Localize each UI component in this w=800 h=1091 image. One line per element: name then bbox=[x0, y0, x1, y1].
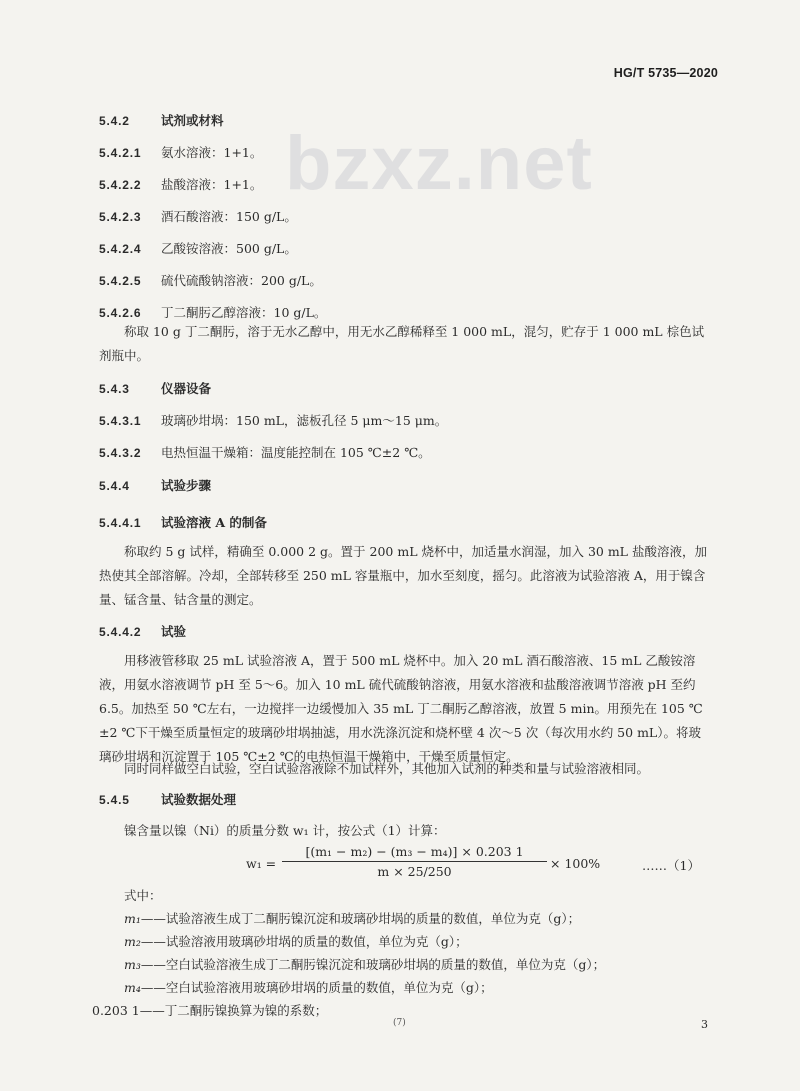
item-number: 5.4.2.5 bbox=[99, 274, 142, 288]
definition-symbol: m₃ bbox=[124, 957, 141, 972]
paragraph-blank-test: 同时同样做空白试验，空白试验溶液除不加试样外，其他加入试剂的种类和量与试验溶液相同。 bbox=[124, 761, 650, 776]
item-number: 5.4.3.1 bbox=[99, 414, 142, 428]
item-number: 5.4.2.2 bbox=[99, 178, 142, 192]
item-5-4-3-1 bbox=[99, 411, 447, 429]
item-5-4-2-1 bbox=[99, 143, 262, 161]
section-number: 5.4.2 bbox=[99, 114, 130, 128]
item-5-4-2-5 bbox=[99, 271, 322, 289]
item-text: 盐酸溶液：1+1。 bbox=[161, 177, 263, 192]
definitions-intro: 式中： bbox=[124, 888, 162, 903]
section-number: 5.4.3 bbox=[99, 382, 130, 396]
section-number: 5.4.4.1 bbox=[99, 516, 142, 530]
page-number: 3 bbox=[701, 1018, 708, 1031]
section-5-4-4-1 bbox=[99, 513, 267, 531]
definition-item bbox=[124, 909, 580, 927]
paragraph-reagent-prep: 称取 10 g 丁二酮肟，溶于无水乙醇中，用无水乙醇稀释至 1 000 mL，混匀，贮存于 1 000 mL 棕色试剂瓶中。 bbox=[99, 324, 705, 363]
footer-mark: (7) bbox=[393, 1018, 406, 1028]
definition-item bbox=[124, 932, 468, 950]
item-text: 电热恒温干燥箱：温度能控制在 105 ℃±2 ℃。 bbox=[161, 445, 431, 460]
section-5-4-5 bbox=[99, 790, 236, 808]
section-number: 5.4.4 bbox=[99, 479, 130, 493]
section-title: 试剂或材料 bbox=[161, 113, 224, 128]
item-number: 5.4.2.3 bbox=[99, 210, 142, 224]
paragraph-solution-a: 称取约 5 g 试样，精确至 0.000 2 g。置于 200 mL 烧杯中，加适量水润湿，加入 30 mL 盐酸溶液，加热使其全部溶解。冷却，全部转移至 250 mL 容量瓶中，加水至刻度，摇匀。此溶液为试验溶液 A，用于镍含量、锰含量、钴含量的测定。 bbox=[99, 544, 707, 607]
item-text: 硫代硫酸钠溶液：200 g/L。 bbox=[161, 273, 322, 288]
item-5-4-3-2 bbox=[99, 443, 431, 461]
definition-text: ——空白试验溶液生成丁二酮肟镍沉淀和玻璃砂坩埚的质量的数值，单位为克（g）； bbox=[140, 957, 606, 972]
paragraph-calculation: 镍含量以镍（Ni）的质量分数 w₁ 计，按公式（1）计算： bbox=[124, 823, 446, 838]
definition-text: ——试验溶液用玻璃砂坩埚的质量的数值，单位为克（g）； bbox=[140, 934, 468, 949]
item-5-4-2-2 bbox=[99, 175, 262, 193]
item-5-4-2-3 bbox=[99, 207, 297, 225]
section-title: 试验 bbox=[161, 624, 187, 639]
item-5-4-2-6 bbox=[99, 303, 326, 321]
definition-text: ——空白试验溶液用玻璃砂坩埚的质量的数值，单位为克（g）； bbox=[140, 980, 493, 995]
section-title: 仪器设备 bbox=[161, 381, 212, 396]
definition-symbol: m₂ bbox=[124, 934, 141, 949]
watermark: bzxz.net bbox=[285, 121, 593, 206]
formula-tail: × 100% bbox=[550, 856, 601, 871]
section-5-4-3 bbox=[99, 379, 211, 397]
paragraph-test: 用移液管移取 25 mL 试验溶液 A，置于 500 mL 烧杯中。加入 20 mL 酒石酸溶液、15 mL 乙酸铵溶液，用氨水溶液调节 pH 至 5～6。加入 10 mL 硫代硫酸钠溶液，用氨水溶液和盐酸溶液调节溶液 pH 至约 6.5。加热至 50 ℃左右，一边搅拌一边缓慢加入 35 mL 丁二酮肟乙醇溶液，放置 5 min。用预先在 105 ℃±2 ℃下干燥至质量恒定的玻璃砂坩埚抽滤，用水洗涤沉淀和烧杯壁 4 次～5 次（每次用水约 50 mL）。将玻璃砂坩埚和沉淀置于 105 ℃±2 ℃的电热恒温干燥箱中，干燥至质量恒定。 bbox=[99, 653, 703, 764]
section-5-4-4-2 bbox=[99, 622, 186, 640]
definition-symbol: m₄ bbox=[124, 980, 141, 995]
definition-item bbox=[92, 1001, 327, 1019]
section-title: 试验数据处理 bbox=[161, 792, 237, 807]
item-number: 5.4.2.6 bbox=[99, 306, 142, 320]
formula-denominator: m × 25/250 bbox=[377, 864, 452, 879]
item-number: 5.4.2.4 bbox=[99, 242, 142, 256]
section-title: 试验步骤 bbox=[161, 478, 212, 493]
section-5-4-2 bbox=[99, 111, 224, 129]
item-text: 丁二酮肟乙醇溶液：10 g/L。 bbox=[161, 305, 327, 320]
definition-text: ——丁二酮肟镍换算为镍的系数； bbox=[139, 1003, 328, 1018]
item-text: 乙酸铵溶液：500 g/L。 bbox=[161, 241, 297, 256]
item-text: 玻璃砂坩埚：150 mL，滤板孔径 5 μm～15 μm。 bbox=[161, 413, 448, 428]
formula-numerator: [(m₁ − m₂) − (m₃ − m₄)] × 0.203 1 bbox=[282, 844, 547, 862]
formula-number: ……（1） bbox=[642, 858, 700, 873]
formula-lhs: w₁ = bbox=[246, 856, 277, 871]
definition-text: ——试验溶液生成丁二酮肟镍沉淀和玻璃砂坩埚的质量的数值，单位为克（g）； bbox=[140, 911, 581, 926]
definition-symbol: 0.203 1 bbox=[92, 1003, 140, 1018]
section-number: 5.4.5 bbox=[99, 793, 130, 807]
section-number: 5.4.4.2 bbox=[99, 625, 142, 639]
item-number: 5.4.3.2 bbox=[99, 446, 142, 460]
definition-item bbox=[124, 955, 605, 973]
standard-code: HG/T 5735—2020 bbox=[613, 66, 718, 80]
section-title: 试验溶液 A 的制备 bbox=[161, 515, 267, 530]
item-text: 氨水溶液：1+1。 bbox=[161, 145, 263, 160]
item-text: 酒石酸溶液：150 g/L。 bbox=[161, 209, 297, 224]
item-number: 5.4.2.1 bbox=[99, 146, 142, 160]
formula-fraction bbox=[282, 844, 547, 879]
section-5-4-4 bbox=[99, 476, 211, 494]
definition-symbol: m₁ bbox=[124, 911, 141, 926]
item-5-4-2-4 bbox=[99, 239, 297, 257]
definition-item bbox=[124, 978, 493, 996]
